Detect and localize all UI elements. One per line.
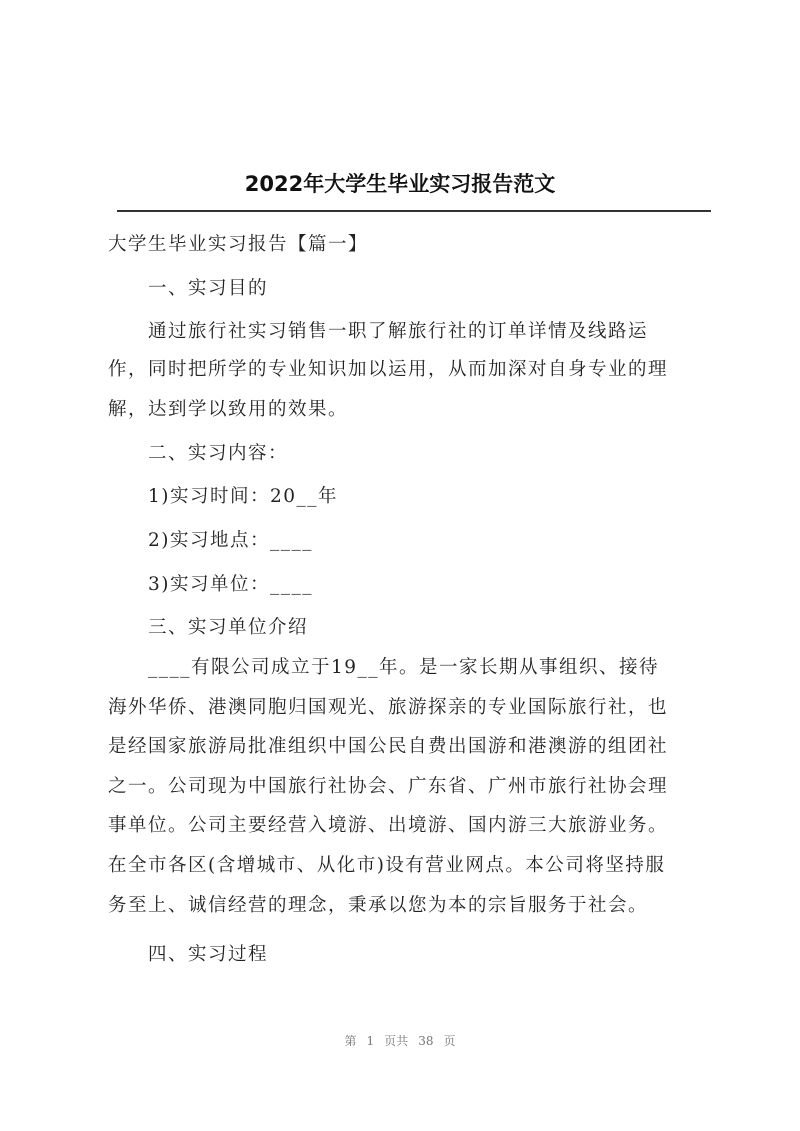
paragraph-line-indented: ____有限公司成立于19__年。是一家长期从事组织、接待 xyxy=(148,657,660,678)
paragraph-line: 之一。公司现为中国旅行社协会、广东省、广州市旅行社协会理 xyxy=(108,776,669,797)
paragraph-line: 务至上、诚信经营的理念，秉承以您为本的宗旨服务于社会。 xyxy=(108,895,649,916)
paragraph-line-indented: 一、实习目的 xyxy=(148,278,269,299)
paragraph-line-indented: 通过旅行社实习销售一职了解旅行社的订单详情及线路运 xyxy=(148,321,649,342)
paragraph-line-indented: 三、实习单位介绍 xyxy=(148,617,309,638)
paragraph-line-indented: 二、实习内容： xyxy=(148,443,289,464)
page-total: 38 xyxy=(418,1034,434,1048)
paragraph-line: 解，达到学以致用的效果。 xyxy=(108,399,349,420)
paragraph-line: 大学生毕业实习报告【篇一】 xyxy=(108,234,369,255)
paragraph-line: 是经国家旅游局批准组织中国公民自费出国游和港澳游的组团社 xyxy=(108,736,669,757)
paragraph-line: 作，同时把所学的专业知识加以运用，从而加深对自身专业的理 xyxy=(108,359,669,380)
paragraph-line: 在全市各区(含增城市、从化市)设有营业网点。本公司将坚持服 xyxy=(108,855,666,876)
paragraph-line-indented: 四、实习过程 xyxy=(148,944,269,965)
page-number: 1 xyxy=(366,1034,375,1048)
paragraph-line: 事单位。公司主要经营入境游、出境游、国内游三大旅游业务。 xyxy=(108,815,669,836)
paragraph-line-indented: 1)实习时间：20__年 xyxy=(148,486,339,507)
footer-prefix: 第 xyxy=(344,1034,357,1048)
paragraph-line-indented: 2)实习地点：____ xyxy=(148,530,313,551)
page-footer xyxy=(0,1032,800,1049)
title-divider xyxy=(117,210,711,212)
footer-suffix: 页 xyxy=(443,1034,456,1048)
document-title: 2022年大学生毕业实习报告范文 xyxy=(244,172,556,196)
paragraph-line: 海外华侨、港澳同胞归国观光、旅游探亲的专业国际旅行社，也 xyxy=(108,697,669,718)
paragraph-line-indented: 3)实习单位：____ xyxy=(148,574,313,595)
footer-middle: 页共 xyxy=(384,1034,409,1048)
